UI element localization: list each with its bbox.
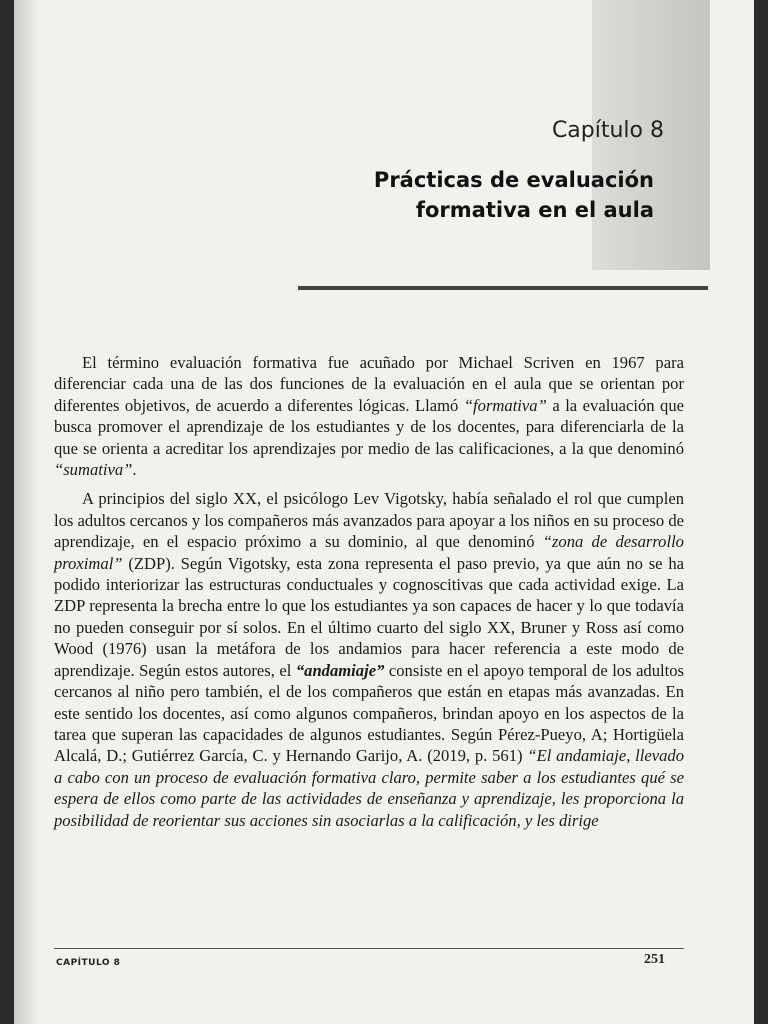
chapter-number: Capítulo 8 xyxy=(551,118,664,143)
emphasized-text: “sumativa” xyxy=(54,460,133,480)
title-rule xyxy=(298,286,708,290)
body-paragraph xyxy=(54,352,684,480)
emphasized-text: “andamiaje” xyxy=(295,660,385,680)
chapter-title: Prácticas de evaluación formativa en el aula xyxy=(373,168,654,222)
body-paragraph xyxy=(54,488,684,831)
paragraph-text: . xyxy=(132,460,137,480)
emphasized-text: “zona de desarrollo proximal” xyxy=(54,532,684,573)
footer-rule xyxy=(54,948,684,949)
emphasized-text: “El andamiaje, llevado a cabo con un proceso de evaluación formativa claro, permite saber a los estudiantes qué se espera de ellos como parte de las actividades de enseñanza y aprendizaje, les proporciona la posibilidad de reorientar sus acciones sin asociarlas a la calificación, y les dirige xyxy=(54,746,684,830)
spine-shadow xyxy=(14,0,38,1024)
paragraph-text: (ZDP). Según Vigotsky, esta zona representa el paso previo, ya que aún no se ha podido interiorizar las estructuras conductuales y cognoscitivas que cada actividad exige. La ZDP representa la brecha entre lo que los estudiantes ya son capaces de hacer y lo que todavía no pueden conseguir por sí solos. En el último cuarto del siglo XX, Bruner y Ross así como Wood (1976) usan la metáfora de los andamios para hacer referencia a este modo de aprendizaje. Según estos autores, el xyxy=(54,553,684,680)
emphasized-text: “formativa” xyxy=(463,395,547,415)
paragraph-text: a la evaluación que busca promover el aprendizaje de los estudiantes y de los docentes, para diferenciarla de la que se orienta a acreditar los aprendizajes por medio de las calificaciones, a la que denominó xyxy=(54,395,684,458)
paragraph-text: El término evaluación formativa fue acuñado por Michael Scriven en 1967 para diferenciar cada una de las dos funciones de la evaluación en el aula que se orientan por diferentes objetivos, de acuerdo a diferentes lógicas. Llamó xyxy=(54,353,684,415)
body-text xyxy=(54,352,684,839)
page-number: 251 xyxy=(644,952,665,967)
running-footer-chapter: CAPÍTULO 8 xyxy=(56,958,121,968)
book-page xyxy=(14,0,754,1024)
paragraph-text: A principios del siglo XX, el psicólogo Lev Vigotsky, había señalado el rol que cumplen los adultos cercanos y los compañeros más avanzados para apoyar a los niños en su proceso de aprendizaje, en el espacio próximo a su dominio, al que denominó xyxy=(54,489,684,552)
paragraph-text: consiste en el apoyo temporal de los adultos cercanos al niño pero también, el de los compañeros que están en etapas más avanzadas. En este sentido los docentes, así como algunos compañeros, brindan apoyo en los aspectos de la tarea que superan las capacidades de algunos estudiantes. Según Pérez-Pueyo, A; Hortigüela Alcalá, D.; Gutiérrez García, C. y Hernando Garijo, A. (2019, p. 561) xyxy=(54,660,684,766)
